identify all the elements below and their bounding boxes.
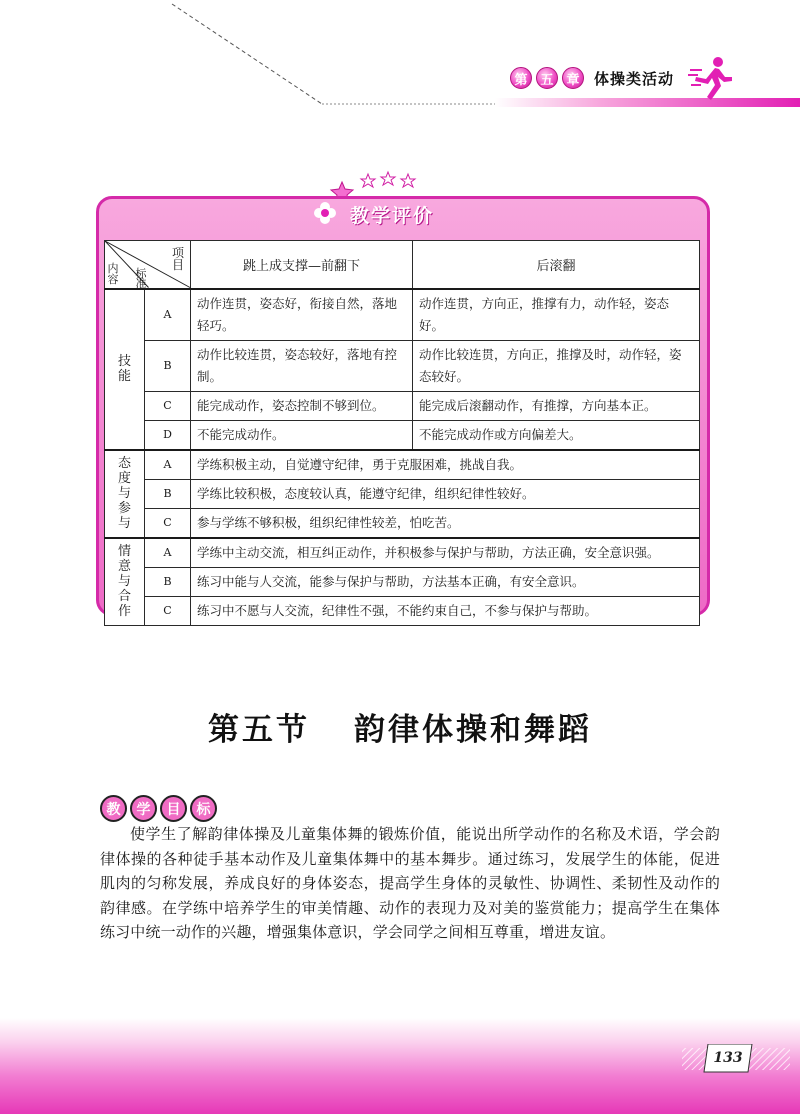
chapter-char: 章 — [562, 67, 584, 89]
chapter-char: 五 — [536, 67, 558, 89]
chapter-header — [510, 67, 674, 89]
teaching-goals-label — [100, 795, 217, 822]
footer-band — [0, 1018, 800, 1114]
table-row — [105, 450, 700, 480]
page-number: 133 — [713, 1050, 743, 1066]
corner-content-label: 内容 — [107, 262, 119, 286]
grade-cell: D — [145, 420, 191, 450]
header-band — [495, 98, 800, 107]
grade-cell: C — [145, 508, 191, 538]
category-label: 技能 — [117, 354, 131, 384]
table-cell: 练习中不愿与人交流，纪律性不强，不能约束自己，不参与保护与帮助。 — [191, 596, 700, 625]
corner-standard-label: 标准 — [135, 267, 147, 290]
section-title — [0, 704, 800, 749]
grade-cell: C — [145, 596, 191, 625]
table-cell: 练习中能与人交流，能参与保护与帮助，方法基本正确，有安全意识。 — [191, 567, 700, 596]
table-cell: 学练积极主动，自觉遵守纪律，勇于克服困难，挑战自我。 — [191, 450, 700, 480]
table-row — [105, 567, 700, 596]
chapter-char: 第 — [510, 67, 532, 89]
grade-cell: B — [145, 479, 191, 508]
table-cell: 动作连贯，方向正，推撑有力，动作轻，姿态好。 — [413, 289, 700, 341]
column-header: 跳上成支撑—前翻下 — [191, 241, 413, 289]
category-cell — [105, 538, 145, 626]
goal-label-char: 目 — [160, 795, 187, 822]
grade-cell: B — [145, 567, 191, 596]
table-cell: 动作比较连贯，方向正，推撑及时，动作轻，姿态较好。 — [413, 340, 700, 391]
table-cell: 能完成后滚翻动作，有推撑，方向基本正。 — [413, 391, 700, 420]
table-cell: 参与学练不够积极，组织纪律性较差，怕吃苦。 — [191, 508, 700, 538]
category-cell — [105, 289, 145, 450]
grade-cell: A — [145, 450, 191, 480]
table-cell: 学练中主动交流，相互纠正动作，并积极参与保护与帮助，方法正确，安全意识强。 — [191, 538, 700, 568]
corner-item-label: 项目 — [172, 246, 185, 272]
corner-cell — [105, 241, 191, 289]
goal-label-char: 标 — [190, 795, 217, 822]
grade-cell: A — [145, 289, 191, 341]
runner-icon — [688, 55, 736, 103]
table-header-row — [105, 241, 700, 289]
table-row — [105, 538, 700, 568]
evaluation-table — [104, 240, 700, 626]
table-cell: 动作连贯，姿态好，衔接自然，落地轻巧。 — [191, 289, 413, 341]
table-row — [105, 289, 700, 341]
table-cell: 不能完成动作或方向偏差大。 — [413, 420, 700, 450]
table-row — [105, 420, 700, 450]
table-cell: 学练比较积极，态度较认真，能遵守纪律，组织纪律性较好。 — [191, 479, 700, 508]
table-row — [105, 340, 700, 391]
category-label: 情意与合作 — [117, 544, 131, 619]
goal-label-char: 教 — [100, 795, 127, 822]
category-cell — [105, 450, 145, 538]
table-row — [105, 596, 700, 625]
table-cell: 不能完成动作。 — [191, 420, 413, 450]
section-number: 第五节 — [208, 712, 310, 748]
grade-cell: A — [145, 538, 191, 568]
table-row — [105, 479, 700, 508]
table-row — [105, 508, 700, 538]
table-row — [105, 391, 700, 420]
table-cell: 能完成动作，姿态控制不够到位。 — [191, 391, 413, 420]
grade-cell: C — [145, 391, 191, 420]
flower-icon — [312, 200, 338, 226]
goals-paragraph: 使学生了解韵律体操及儿童集体舞的锻炼价值，能说出所学动作的名称及术语，学会韵律体操的各种徒手基本动作及儿童集体舞中的基本舞步。通过练习，发展学生的体能，促进肌肉的匀称发展，养成良好的身体姿态，提高学生身体的灵敏性、协调性、柔韧性及动作的韵律感。在学练中培养学生的审美情趣、动作的表现力及对美的鉴赏能力；提高学生在集体练习中统一动作的兴趣，增强集体意识，学会同学之间相互尊重，增进友谊。 — [100, 825, 720, 941]
table-cell: 动作比较连贯，姿态较好，落地有控制。 — [191, 340, 413, 391]
column-header: 后滚翻 — [413, 241, 700, 289]
evaluation-title: 教学评价 — [350, 205, 435, 227]
chapter-title: 体操类活动 — [594, 69, 675, 88]
header-decoration — [0, 0, 800, 110]
goal-label-char: 学 — [130, 795, 157, 822]
category-label: 态度与参与 — [117, 456, 131, 531]
grade-cell: B — [145, 340, 191, 391]
section-name: 韵律体操和舞蹈 — [354, 712, 592, 748]
